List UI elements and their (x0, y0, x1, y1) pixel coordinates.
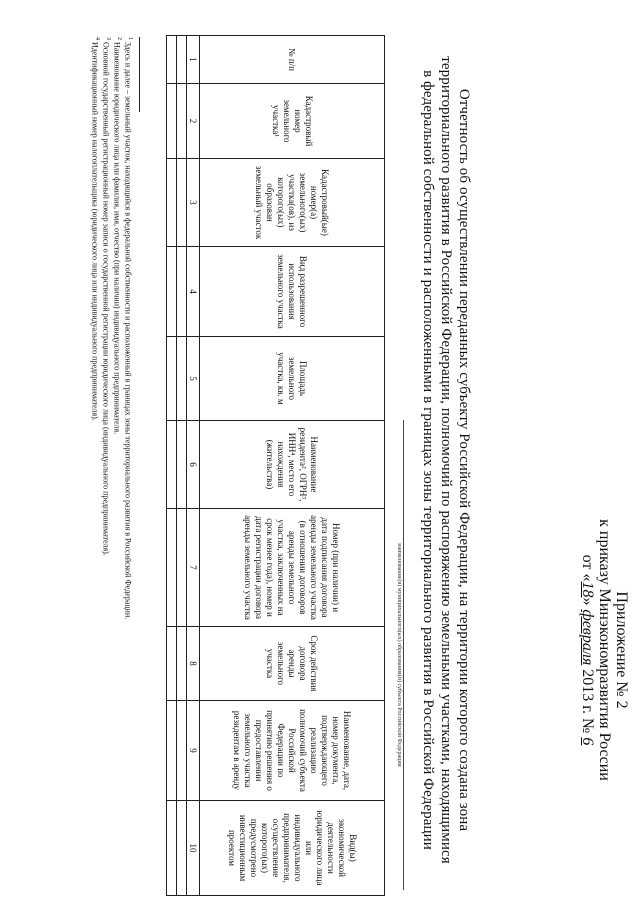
column-number: 10 (187, 801, 200, 896)
footnote-4: $^4$ Идентификационный номер налогоплательщика (юридического лица или индивидуального предпринимателя). (90, 37, 100, 421)
footnote-1: $^1$ Здесь и далее – земельный участок, находящийся в федеральной собственности и расположенный в границах зоны территориального развития в Российской Федерации. (123, 37, 133, 620)
table-cell (177, 36, 187, 84)
table-cell (177, 701, 187, 801)
footnote-2: $^2$ Наименование юридического лица или фамилия, имя, отчество (при наличии) индивидуального предпринимателя. (112, 37, 122, 435)
header-cell: Вид(ы) экономической деятельности юридического лица или индивидуального предпринимателя, осуществление которого(ых) предусмотрено инвестиционным проектом (200, 801, 385, 896)
column-number: 4 (187, 247, 200, 337)
handwritten-month: февраля (579, 609, 596, 666)
handwritten-day: 18 (579, 581, 596, 598)
title-line-1: Отчетность об осуществлении переданных субъекту Российской Федерации, на территории которого создана зона (456, 88, 472, 832)
header-cell: Срок действия договора аренды земельного участка (200, 627, 385, 701)
table-row (177, 36, 187, 896)
header-cell: Вид разрешенного использования земельного участка (200, 247, 385, 337)
column-number: 6 (187, 421, 200, 509)
handwritten-number: 6 (579, 737, 596, 746)
table-cell (167, 701, 177, 801)
table-cell (177, 627, 187, 701)
header-cell: № п/п (200, 36, 385, 84)
column-number: 3 (187, 159, 200, 247)
subject-caption: наименование(я) муниципального(ых) образования(й) субъекта Российской Федерации (396, 420, 404, 890)
column-number: 9 (187, 701, 200, 801)
table-number-row (187, 36, 200, 896)
table-cell (167, 801, 177, 896)
table-cell (167, 627, 177, 701)
footnote-3: $^3$ Основной государственный регистрационный номер записи о государственной регистрации юридического лица (индивидуального предпринимателя). (101, 37, 111, 556)
header-cell: Наименование, дата, номер документа, подтверждающего реализацию полномочий субъекта Российской Федерации по принятию решения о предоставлении земельного участка резидентам в аренду (200, 701, 385, 801)
header-cell: Наименование резидента², ОГРН³, ИНН⁴, место его нахождения (жительства) (200, 421, 385, 509)
table-cell (167, 337, 177, 421)
header-cell: Кадастровый номер земельного участка¹ (200, 84, 385, 159)
table-cell (177, 801, 187, 896)
column-number: 1 (187, 36, 200, 84)
table-cell (167, 84, 177, 159)
title-line-2: территориального развития в Российской Федерации, полномочий по распоряжению земельными участками, находящимися (438, 56, 454, 864)
table-cell (167, 247, 177, 337)
title-line-3: в федеральной собственности и расположенными в границах зоны территориального развития в Российской Федерации (420, 70, 436, 850)
table-cell (177, 509, 187, 627)
table-cell (177, 84, 187, 159)
table-header-row (200, 36, 385, 896)
column-number: 5 (187, 337, 200, 421)
header-cell: Номер (при наличии) и дата подписания договора аренды земельного участка (в отношении договоров аренды земельного участка, заключенных на срок менее года), номер и дата регистрации договора аренды земельного участка (200, 509, 385, 627)
table-cell (167, 421, 177, 509)
header-cell: Площадь земельного участка, кв. м (200, 337, 385, 421)
column-number: 2 (187, 84, 200, 159)
table-cell (177, 247, 187, 337)
column-number: 8 (187, 627, 200, 701)
table-cell (167, 159, 177, 247)
appendix-order-date: от «18» февраля 2013 г. № 6 (579, 554, 596, 746)
table-row (167, 36, 177, 896)
table-cell (167, 509, 177, 627)
appendix-number: Приложение № 2 (613, 591, 630, 709)
table-cell (177, 159, 187, 247)
appendix-header (579, 440, 630, 860)
column-number: 7 (187, 509, 200, 627)
table-cell (177, 337, 187, 421)
appendix-order-ref: к приказу Минэкономразвития России (596, 519, 613, 781)
footnote-separator (139, 37, 140, 112)
table-cell (167, 36, 177, 84)
header-cell: Кадастровый(ые) номер(а) земельного(ых) участка(ов), из которого(ых) образован земельный участок (200, 159, 385, 247)
table-cell (177, 421, 187, 509)
report-table (166, 35, 385, 896)
